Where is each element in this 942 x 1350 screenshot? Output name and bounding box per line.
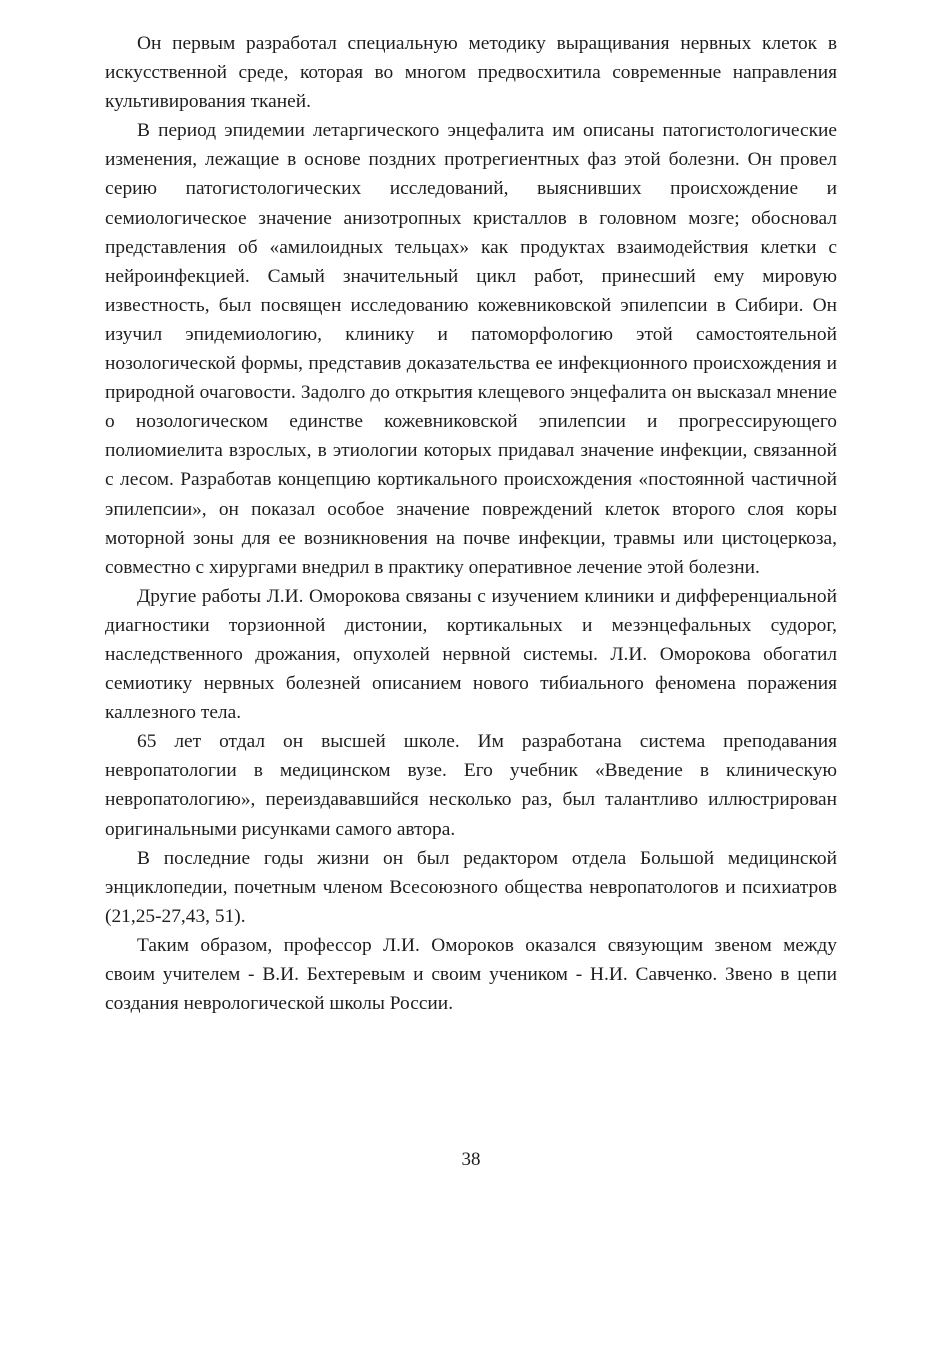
body-text: [105, 29, 837, 1018]
paragraph-2: В период эпидемии летаргического энцефалита им описаны патогистологические изменения, лежащие в основе поздних протрегиентных фаз этой болезни. Он провел серию патогистологических исследований, выяснивших происхождение и семиологическое значение анизотропных кристаллов в головном мозге; обосновал представления об «амилоидных тельцах» как продуктах взаимодействия клетки с нейроинфекцией. Самый значительный цикл работ, принесший ему мировую известность, был посвящен исследованию кожевниковской эпилепсии в Сибири. Он изучил эпидемиологию, клинику и патоморфологию этой самостоятельной нозологической формы, представив доказательства ее инфекционного происхождения и природной очаговости. Задолго до открытия клещевого энцефалита он высказал мнение о нозологическом единстве кожевниковской эпилепсии и прогрессирующего полиомиелита взрослых, в этиологии которых придавал значение инфекции, связанной с лесом. Разработав концепцию кортикального происхождения «постоянной частичной эпилепсии», он показал особое значение повреждений клеток второго слоя коры моторной зоны для ее возникновения на почве инфекции, травмы или цистоцеркоза, совместно с хирургами внедрил в практику оперативное лечение этой болезни.: [105, 120, 837, 578]
paragraph-4: 65 лет отдал он высшей школе. Им разработана система преподавания невропатологии в медицинском вузе. Его учебник «Введение в клиническую невропатологию», переиздававшийся несколько раз, был талантливо иллюстрирован оригинальными рисунками самого автора.: [105, 731, 837, 840]
page-number: 38: [461, 1149, 481, 1170]
paragraph-1: Он первым разработал специальную методику выращивания нервных клеток в искусственной среде, которая во многом предвосхитила современные направления культивирования тканей.: [105, 33, 837, 113]
paragraph-5: В последние годы жизни он был редактором отдела Большой медицинской энциклопедии, почетным членом Всесоюзного общества невропатологов и психиатров (21,25-27,43, 51).: [105, 847, 837, 927]
paragraph-3: Другие работы Л.И. Оморокова связаны с изучением клиники и дифференциальной диагностики торзионной дистонии, кортикальных и мезэнцефальных судорог, наследственного дрожания, опухолей нервной системы. Л.И. Оморокова обогатил семиотику нервных болезней описанием нового тибиального феномена поражения каллезного тела.: [105, 585, 837, 724]
paragraph-6: Таким образом, профессор Л.И. Омороков оказался связующим звеном между своим учителем - В.И. Бехтеревым и своим учеником - Н.И. Савченко. Звено в цепи создания неврологической школы России.: [105, 934, 837, 1015]
